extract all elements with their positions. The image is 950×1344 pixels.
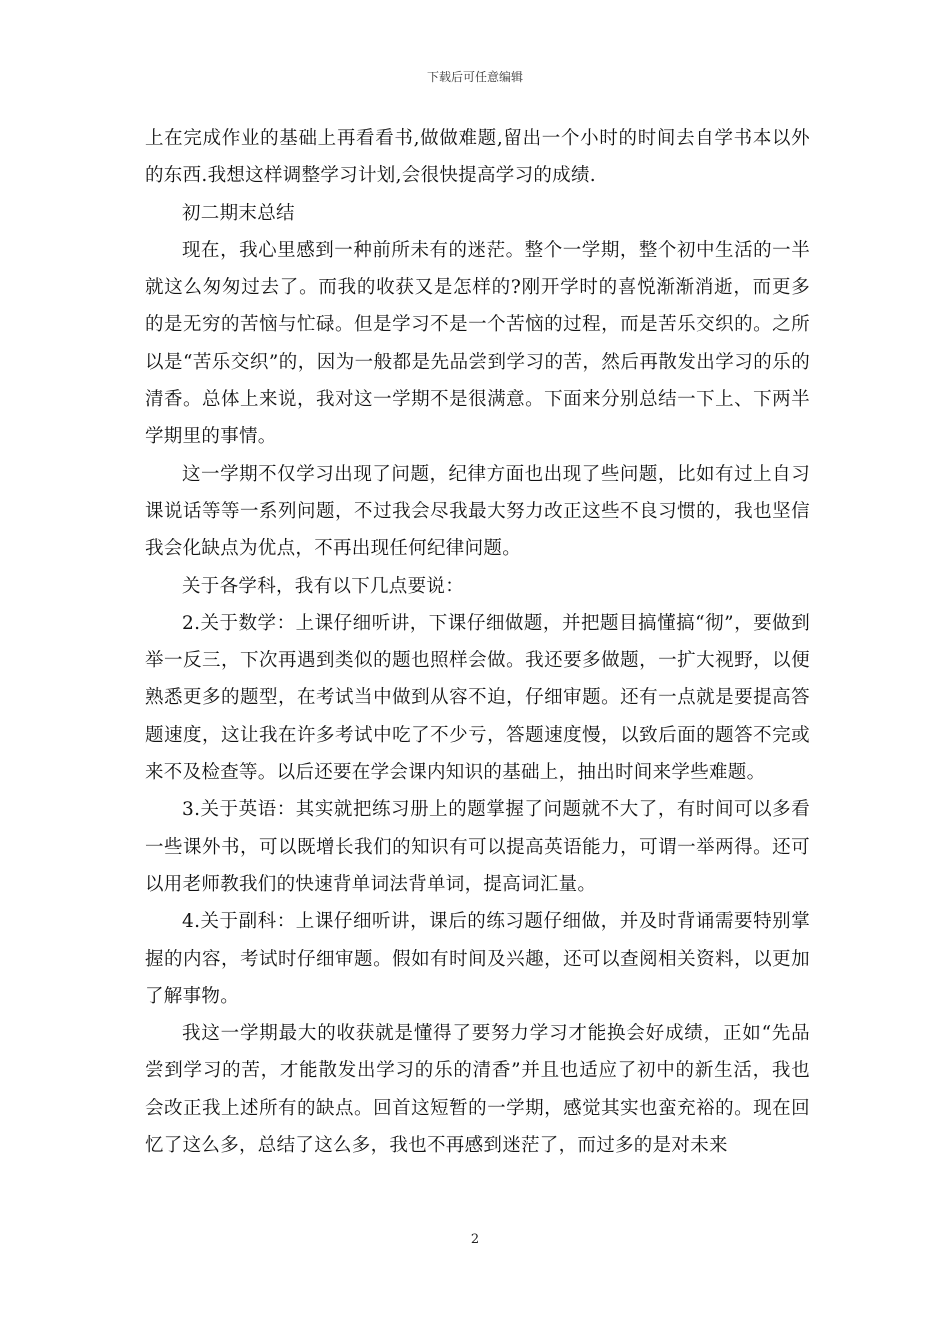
paragraph-intro: 现在，我心里感到一种前所未有的迷茫。整个一学期，整个初中生活的一半就这么匆匆过去了。而我的收获又是怎样的?刚开学时的喜悦渐渐消逝，而更多的是无穷的苦恼与忙碌。但是学习不是一个苦恼的过程，而是苦乐交织的。之所以是“苦乐交织”的，因为一般都是先品尝到学习的苦，然后再散发出学习的乐的清香。总体上来说，我对这一学期不是很满意。下面来分别总结一下上、下两半学期里的事情。 — [145, 239, 810, 448]
document-body — [145, 120, 810, 1164]
paragraph-discipline: 这一学期不仅学习出现了问题，纪律方面也出现了些问题，比如有过上自习课说话等等一系列问题，不过我会尽我最大努力改正这些不良习惯的，我也坚信我会化缺点为优点，不再出现任何纪律问题。 — [145, 463, 810, 560]
paragraph-subjects-intro: 关于各学科，我有以下几点要说： — [182, 575, 465, 597]
paragraph-continued: 上在完成作业的基础上再看看书,做做难题,留出一个小时的时间去自学书本以外的东西.我想这样调整学习计划,会很快提高学习的成绩. — [145, 128, 810, 187]
page-number: 2 — [470, 1232, 480, 1247]
paragraph-english: 3.关于英语：其实就把练习册上的题掌握了问题就不大了，有时间可以多看一些课外书，可以既增长我们的知识有可以提高英语能力，可谓一举两得。还可以用老师教我们的快速背单词法背单词，提高词汇量。 — [145, 799, 810, 895]
page-header-note: 下载后可任意编辑 — [426, 70, 523, 84]
paragraph-conclusion: 我这一学期最大的收获就是懂得了要努力学习才能换会好成绩，正如“先品尝到学习的苦，才能散发出学习的乐的清香”并且也适应了初中的新生活，我也会改正我上述所有的缺点。回首这短暂的一学期，感觉其实也蛮充裕的。现在回忆了这么多，总结了这么多，我也不再感到迷茫了，而过多的是对未来 — [145, 1023, 810, 1157]
paragraph-math: 2.关于数学：上课仔细听讲，下课仔细做题，并把题目搞懂搞“彻”，要做到举一反三，下次再遇到类似的题也照样会做。我还要多做题，一扩大视野，以便熟悉更多的题型，在考试当中做到从容不迫，仔细审题。还有一点就是要提高答题速度，这让我在许多考试中吃了不少亏，答题速度慢，以致后面的题答不完或来不及检查等。以后还要在学会课内知识的基础上，抽出时间来学些难题。 — [145, 612, 810, 784]
paragraph-minor-subjects: 4.关于副科：上课仔细听讲，课后的练习题仔细做，并及时背诵需要特别掌握的内容，考试时仔细审题。假如有时间及兴趣，还可以查阅相关资料，以更加了解事物。 — [145, 911, 810, 1007]
section-heading: 初二期末总结 — [182, 202, 295, 224]
